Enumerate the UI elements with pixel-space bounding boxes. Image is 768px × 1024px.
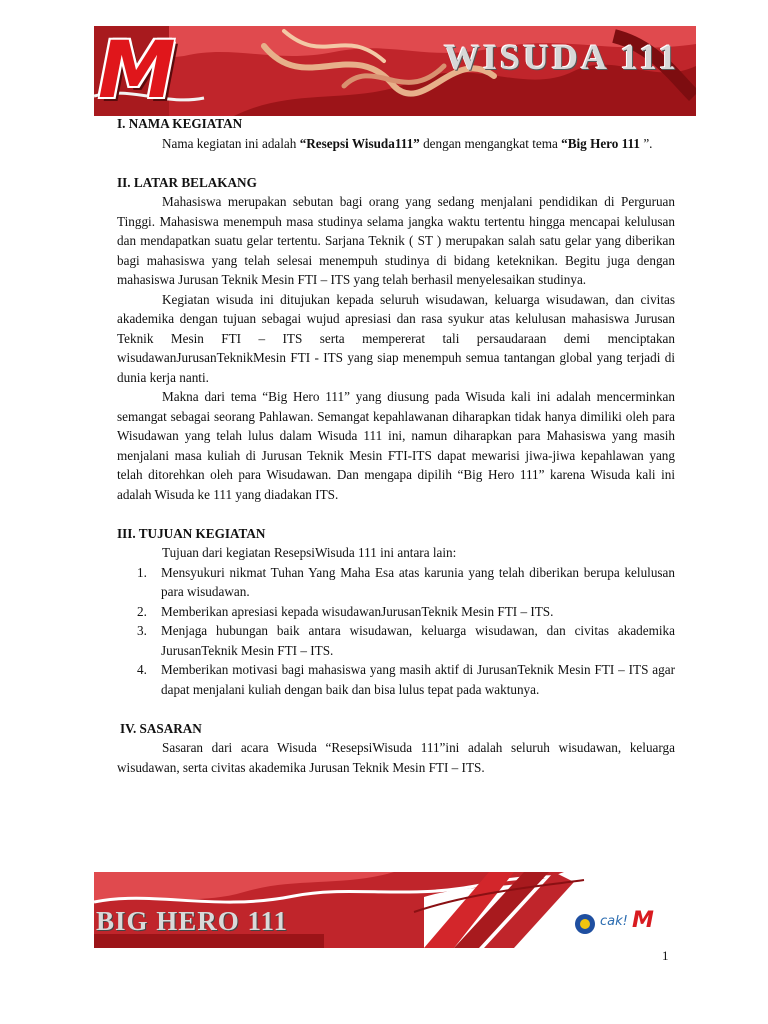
list-item-number: 4. <box>137 662 147 677</box>
tujuan-intro: Tujuan dari kegiatan ResepsiWisuda 111 ini antara lain: <box>162 545 457 560</box>
section-heading-tujuan-kegiatan: III. TUJUAN KEGIATAN <box>117 525 266 541</box>
list-item <box>117 621 675 660</box>
sasaran-paragraph: Sasaran dari acara Wisuda “ResepsiWisuda 111”ini adalah seluruh wisudawan, keluarga wisudawan, serta civitas akademika Jurusan Teknik Mesin FTI – ITS. <box>117 740 675 775</box>
document-body <box>117 114 675 777</box>
header-banner-title: WISUDA 111 <box>444 37 680 77</box>
list-item <box>117 660 675 699</box>
event-name: “Resepsi Wisuda111” <box>299 135 420 151</box>
footer-logo-letter: M <box>632 908 654 933</box>
footer-banner <box>94 872 676 948</box>
nama-kegiatan-text-3: ”. <box>640 135 653 151</box>
event-theme: “Big Hero 111 <box>561 135 641 151</box>
nama-kegiatan-text-2: dengan mengangkat tema <box>419 135 562 151</box>
list-item-number: 2. <box>137 603 147 619</box>
section-heading-latar-belakang: II. LATAR BELAKANG <box>117 174 257 190</box>
list-item-text: Memberikan motivasi bagi mahasiswa yang masih aktif di JurusanTeknik Mesin FTI – ITS agar dapat menjalani kuliah dengan baik dan bisa lulus tepat pada waktunya. <box>161 662 675 697</box>
list-item <box>117 563 675 602</box>
latar-belakang-paragraph-1: Mahasiswa merupakan sebutan bagi orang yang sedang menjalani pendidikan di Perguruan Tinggi. Mahasiswa menempuh masa studinya selama jangka waktu tertentu hingga mencapai kelulusan dan mendapatkan suatu gelar tertentu. Sarjana Teknik ( ST ) merupakan salah satu gelar yang diberikan bagi mahasiswa yang telah selesai menempuh studinya di bidang keteknikan. Begitu juga dengan mahasiswa Jurusan Teknik Mesin FTI – ITS yang telah berhasil menyelesaikan studinya. <box>117 194 675 287</box>
list-item-text: Memberikan apresiasi kepada wisudawanJurusanTeknik Mesin FTI – ITS. <box>161 603 554 619</box>
section-heading-sasaran: IV. SASARAN <box>120 720 202 736</box>
list-item-number: 3. <box>137 623 147 638</box>
footer-banner-title: BIG HERO 111 <box>96 906 289 936</box>
page-number: 1 <box>662 948 669 963</box>
section-heading-nama-kegiatan: I. NAMA KEGIATAN <box>117 116 243 131</box>
header-banner <box>94 26 696 116</box>
header-logo-letter: M <box>98 26 170 116</box>
nama-kegiatan-text-1: Nama kegiatan ini adalah <box>162 135 300 151</box>
list-item-number: 1. <box>137 564 147 580</box>
latar-belakang-paragraph-3: Makna dari tema “Big Hero 111” yang diusung pada Wisuda kali ini adalah mencerminkan semangat sebagai seorang Pahlawan. Semangat kepahlawanan diharapkan tidak hanya dimiliki oleh para Wisudawan yang telah lulus dalam Wisuda 111 ini, namun diharapkan para Mahasiswa yang masih menjalani masa kuliah di Jurusan Teknik Mesin FTI-ITS dapat mewarisi jiwa-jiwa kepahlawan yang telah ditorehkan oleh para Wisudawan. Dan mengapa dipilih “Big Hero 111” karena Wisuda kali ini adalah Wisuda ke 111 yang diadakan ITS. <box>117 389 675 502</box>
nama-kegiatan-paragraph <box>117 134 675 154</box>
tujuan-list <box>117 563 675 700</box>
latar-belakang-paragraph-2: Kegiatan wisuda ini ditujukan kepada seluruh wisudawan, keluarga wisudawan, dan civitas akademika dengan tujuan sebagai wujud apresiasi dan rasa syukur atas kelulusan mahasiswa Jurusan Teknik Mesin FTI – ITS serta mempererat tali persaudaraan demi menciptakan wisudawanJurusanTeknikMesin FTI - ITS yang siap menempuh semua tantangan global yang terjadi di dunia kerja nanti. <box>117 291 675 385</box>
list-item <box>117 602 675 622</box>
list-item-text: Mensyukuri nikmat Tuhan Yang Maha Esa atas karunia yang telah diberikan berupa kelulusan para wisudawan. <box>161 564 675 599</box>
list-item-text: Menjaga hubungan baik antara wisudawan, keluarga wisudawan, dan civitas akademika JurusanTeknik Mesin FTI – ITS. <box>161 623 675 658</box>
footer-logo-text: cak! <box>600 914 628 929</box>
